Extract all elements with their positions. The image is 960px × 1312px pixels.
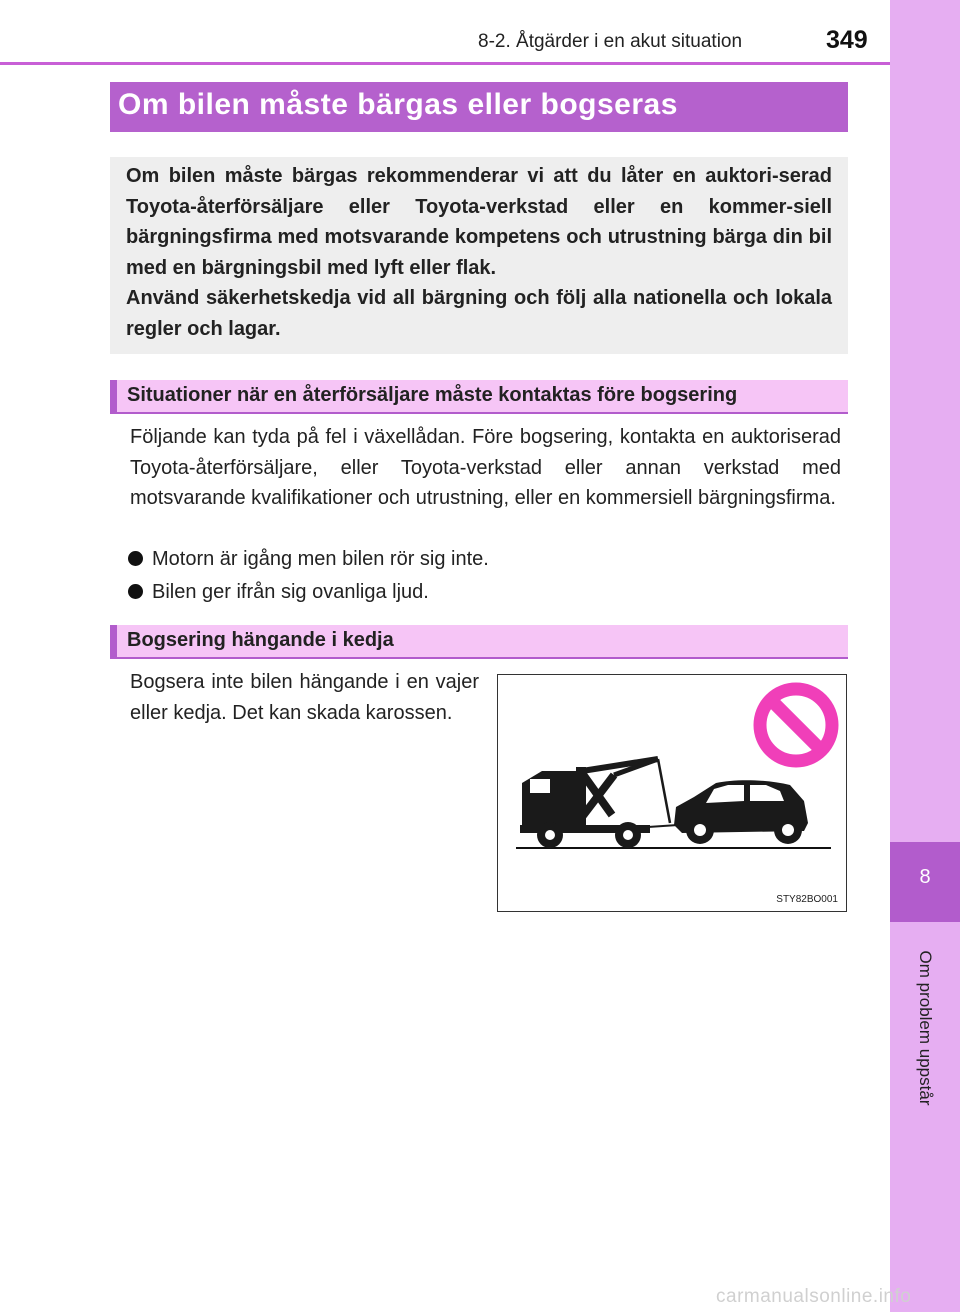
bullet-item [128, 544, 489, 574]
towing-figure [497, 674, 847, 912]
bullet-dot-icon [128, 584, 143, 599]
chain-paragraph [130, 667, 479, 728]
intro-paragraph-2: Använd säkerhetskedja vid all bärgning och följ alla nationella och lokala regler och lagar. [126, 287, 832, 340]
section-title: Om bilen måste bärgas eller bogseras [118, 88, 678, 121]
car-illustration [674, 780, 808, 844]
dealer-paragraph [130, 422, 841, 514]
dealer-paragraph-text: Följande kan tyda på fel i växellådan. Före bogsering, kontakta en auktoriserad Toyota-återförsäljare, eller Toyota-verkstad eller annan verkstad med motsvarande kvalifikationer och utrustning, eller en kommersiell bärgningsfirma. [130, 426, 841, 509]
tow-truck-illustration [520, 759, 678, 848]
side-tab-number: 8 [919, 866, 931, 888]
prohibition-icon [760, 689, 832, 761]
watermark: carmanualsonline.info [716, 1286, 912, 1307]
chain-paragraph-text: Bogsera inte bilen hängande i en vajer eller kedja. Det kan skada karossen. [130, 671, 479, 724]
subsection-heading-text: Bogsering hängande i kedja [127, 629, 394, 651]
page-number: 349 [826, 26, 868, 54]
side-tab-strip [890, 0, 960, 1312]
towing-illustration [498, 675, 845, 910]
subsection-heading-dealer [110, 380, 848, 414]
intro-box [110, 157, 848, 354]
subsection-heading-chain [110, 625, 848, 659]
bullet-item [128, 577, 429, 607]
figure-code: STY82BO001 [776, 894, 838, 905]
chapter-title: 8-2. Åtgärder i en akut situation [478, 31, 743, 52]
bullet-dot-icon [128, 551, 143, 566]
side-tab-label: Om problem uppstår [916, 950, 935, 1106]
section-banner [110, 82, 848, 132]
intro-paragraph-1: Om bilen måste bärgas rekommenderar vi att du låter en auktori-serad Toyota-återförsäljare eller Toyota-verkstad eller en kommer-siell bärgningsfirma med motsvarande kompetens och utrustning bärga din bil med en bärgningsbil med lyft eller flak. [126, 165, 832, 279]
subsection-heading-text: Situationer när en återförsäljare måste kontaktas före bogsering [127, 384, 738, 406]
header-rule [0, 62, 890, 65]
bullet-text: Bilen ger ifrån sig ovanliga ljud. [152, 581, 429, 603]
bullet-text: Motorn är igång men bilen rör sig inte. [152, 548, 489, 570]
